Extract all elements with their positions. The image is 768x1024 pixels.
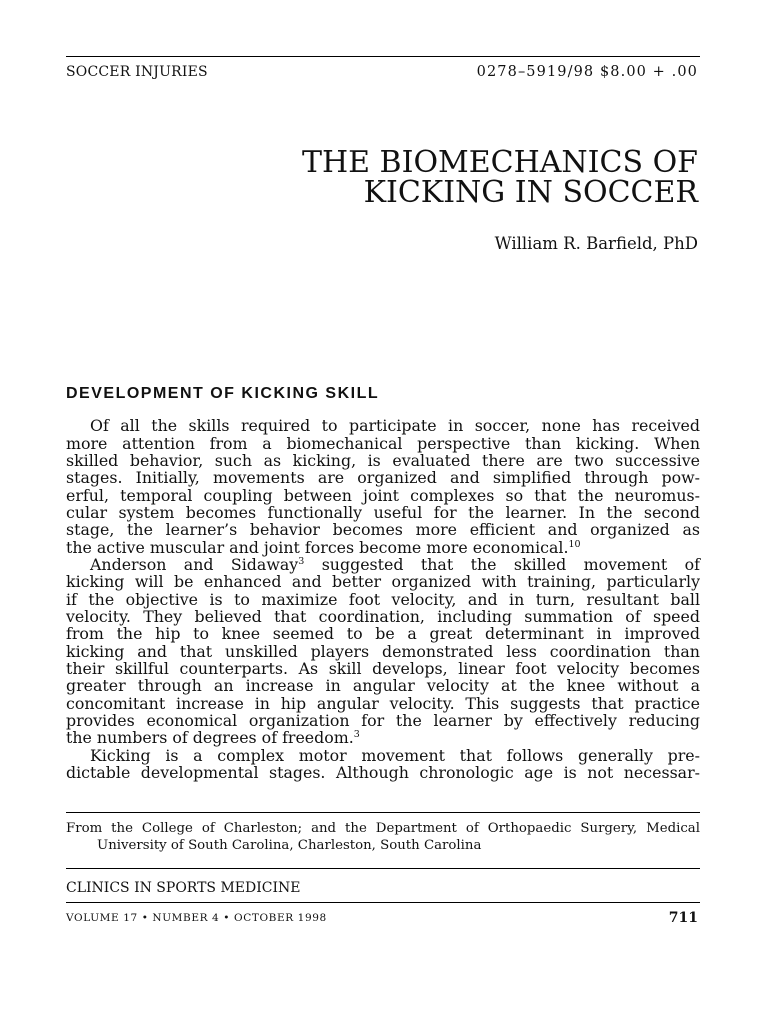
body-text-run: stage, the learner’s behavior becomes more efficient and organized as — [66, 520, 700, 540]
footnote-line: University of South Carolina, Charleston, South Carolina — [97, 837, 482, 853]
body-line — [66, 521, 700, 538]
affiliation-footnote — [66, 820, 700, 854]
body-line — [66, 487, 700, 504]
body-line — [66, 729, 700, 746]
body-line — [66, 452, 700, 469]
page-number: 711 — [668, 910, 698, 926]
body-line — [66, 764, 700, 781]
body-text-run: skilled behavior, such as kicking, is evaluated there are two successive — [66, 450, 700, 470]
body-text-run: dictable developmental stages. Although chronologic age is not necessar- — [66, 763, 700, 783]
body-line — [66, 608, 700, 625]
body-line — [66, 643, 700, 660]
body-line — [66, 539, 700, 556]
body-text-run: concomitant increase in hip angular velocity. This suggests that practice — [66, 693, 700, 713]
body-line — [66, 435, 700, 452]
body-text-run: from the hip to knee seemed to be a great determinant in improved — [66, 624, 700, 644]
issue-info: VOLUME 17 • NUMBER 4 • OCTOBER 1998 — [66, 912, 327, 924]
body-text-run: cular system becomes functionally useful for the learner. In the second — [66, 503, 700, 523]
body-line — [66, 625, 700, 642]
running-head: SOCCER INJURIES — [66, 64, 208, 80]
body-text-run: their skillful counterparts. As skill develops, linear foot velocity becomes — [66, 659, 700, 679]
footer-rule-top — [66, 868, 700, 869]
body-paragraph — [66, 417, 700, 556]
body-text-run: kicking and that unskilled players demonstrated less coordination than — [66, 641, 700, 661]
body-line — [66, 660, 700, 677]
footer-rule-bottom — [66, 902, 700, 903]
footnote-line: From the College of Charleston; and the Department of Orthopaedic Surgery, Medical — [66, 820, 700, 836]
body-text-run: more attention from a biomechanical perspective than kicking. When — [66, 433, 700, 453]
running-header — [66, 63, 698, 81]
author-byline: William R. Barfield, PhD — [494, 234, 698, 253]
body-paragraph — [66, 747, 700, 782]
journal-name: CLINICS IN SPORTS MEDICINE — [66, 880, 301, 896]
body-text-run: greater through an increase in angular velocity at the knee without a — [66, 676, 700, 696]
body-text — [66, 417, 700, 781]
issue-row — [66, 910, 698, 926]
article-title-line: KICKING IN SOCCER — [363, 175, 698, 210]
body-text-run: erful, temporal coupling between joint complexes so that the neuromus- — [66, 485, 700, 505]
body-paragraph — [66, 556, 700, 747]
body-line — [66, 695, 700, 712]
reference-superscript: 10 — [568, 538, 581, 550]
body-text-run: kicking will be enhanced and better organized with training, particularly — [66, 572, 700, 592]
body-line — [66, 573, 700, 590]
body-line — [66, 591, 700, 608]
header-rule — [66, 56, 700, 57]
article-title — [66, 145, 698, 210]
body-line — [66, 417, 700, 434]
article-title-line: THE BIOMECHANICS OF — [301, 145, 698, 180]
reference-superscript: 3 — [353, 729, 360, 741]
price-code: 0278–5919/98 $8.00 + .00 — [476, 64, 698, 80]
footnote-rule — [66, 812, 700, 813]
body-text-run: the numbers of degrees of freedom. — [66, 728, 354, 748]
body-text-run: Anderson and Sidaway — [90, 555, 299, 575]
body-text-run: provides economical organization for the learner by effectively reducing — [66, 711, 700, 731]
section-heading: DEVELOPMENT OF KICKING SKILL — [66, 385, 380, 402]
body-text-run: if the objective is to maximize foot velocity, and in turn, resultant ball — [66, 589, 700, 609]
reference-superscript: 3 — [298, 556, 305, 568]
body-line — [66, 504, 700, 521]
body-line — [66, 712, 700, 729]
body-line — [66, 677, 700, 694]
body-line — [66, 469, 700, 486]
body-text-run: velocity. They believed that coordination, including summation of speed — [66, 607, 700, 627]
body-line — [66, 556, 700, 573]
body-text-run: suggested that the skilled movement of — [304, 555, 701, 575]
body-text-run: Kicking is a complex motor movement that follows generally pre- — [90, 745, 700, 765]
body-text-run: Of all the skills required to participate in soccer, none has received — [90, 416, 700, 436]
body-text-run: stages. Initially, movements are organized and simplified through pow- — [66, 468, 700, 488]
body-text-run: the active muscular and joint forces become more economical. — [66, 537, 569, 557]
body-line — [66, 747, 700, 764]
